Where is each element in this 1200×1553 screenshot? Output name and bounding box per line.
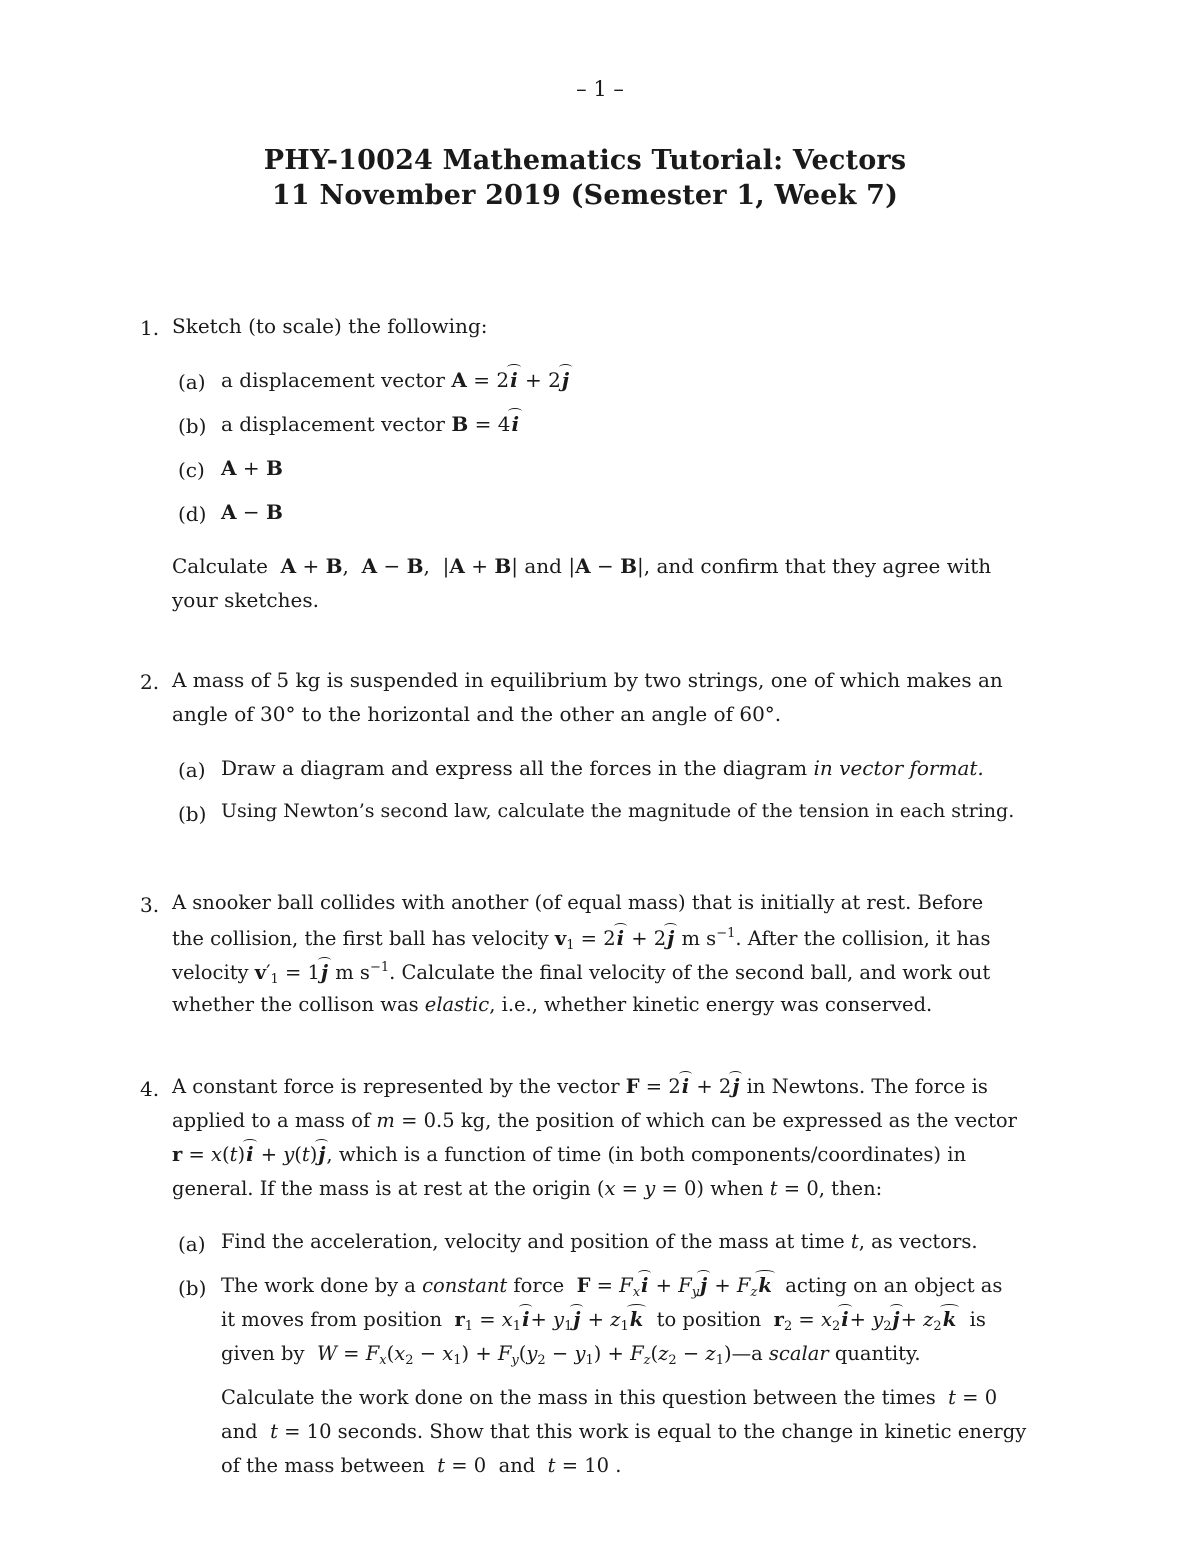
q1-calculate-line: Calculate A + B, A − B, |A + B| and |A − B|, and confirm that they agree with	[172, 554, 992, 578]
question-1-number: 1.	[140, 316, 160, 340]
question-1-text: Sketch (to scale) the following:	[172, 314, 488, 338]
q2-line-2: angle of 30° to the horizontal and the other an angle of 60°.	[172, 702, 782, 726]
q2-a-item: Draw a diagram and express all the forces in the diagram in vector format.	[221, 756, 984, 780]
document-title: PHY-10024 Mathematics Tutorial: Vectors	[263, 145, 907, 176]
q1-calculate-line-2: your sketches.	[172, 588, 319, 612]
q4-line-3: r = x(t)i + y(t)j, which is a function of time (in both components/coordinates) in	[172, 1143, 967, 1166]
q4-line-4: general. If the mass is at rest at the origin (x = y = 0) when t = 0, then:	[172, 1177, 883, 1200]
q4-b-line-1: The work done by a constant force $F = F_xi + F_yj + F_zk$ acting on an object as	[221, 1274, 1003, 1300]
q4-b-line-2: it moves from position $r_1 = x_1i+ y_1j + z_1k$ to position $r_2 = x_2i+ y_2j+ z_2k$ is	[221, 1308, 986, 1334]
q3-line-4: whether the collison was elastic, i.e., whether kinetic energy was conserved.	[172, 993, 933, 1016]
q4-calc-line-1: Calculate the work done on the mass in this question between the times t = 0	[221, 1386, 998, 1409]
question-2-number: 2.	[140, 670, 160, 694]
document-date-line: 11 November 2019 (Semester 1, Week 7)	[271, 180, 899, 211]
page-number: – 1 –	[576, 77, 624, 101]
q1-d-item: A − B	[221, 500, 283, 524]
q3-line-2: the collision, the first ball has velocity $v_1 = 2i + 2j$ m $s^{-1}$. After the collision, it has	[172, 926, 991, 953]
q1-b-item: a displacement vector B = 4i	[221, 412, 520, 436]
q2-line-1: A mass of 5 kg is suspended in equilibrium by two strings, one of which makes an	[172, 668, 1003, 692]
q1-c-item: A + B	[221, 456, 283, 480]
q4-a-label: (a)	[178, 1232, 206, 1256]
q1-b-label: (b)	[178, 414, 207, 438]
question-4-number: 4.	[140, 1077, 160, 1101]
question-3-number: 3.	[140, 893, 160, 917]
q1-a-item: a displacement vector A = 2i + 2j	[221, 368, 570, 392]
q1-d-label: (d)	[178, 502, 207, 526]
q4-calc-line-3: of the mass between t = 0 and t = 10 .	[221, 1454, 622, 1477]
q4-b-line-3: given by $W = F_x(x_2 - x_1) + F_y(y_2 - y_1) + F_z(z_2$ − $z_1)—a$ scalar quantity.	[221, 1342, 921, 1368]
q4-a-item: Find the acceleration, velocity and position of the mass at time t, as vectors.	[221, 1230, 978, 1253]
q4-line-2: applied to a mass of m = 0.5 kg, the position of which can be expressed as the vector	[172, 1109, 1017, 1132]
q2-a-label: (a)	[178, 758, 206, 782]
q2-b-label: (b)	[178, 802, 207, 826]
q1-c-label: (c)	[178, 458, 205, 482]
q4-calc-line-2: and t = 10 seconds. Show that this work is equal to the change in kinetic energy	[221, 1420, 1027, 1443]
q2-b-item: Using Newton’s second law, calculate the magnitude of the tension in each string.	[221, 800, 1015, 822]
q3-line-1: A snooker ball collides with another (of equal mass) that is initially at rest. Before	[172, 891, 984, 914]
q4-line-1: A constant force is represented by the vector F = 2i + 2j in Newtons. The force is	[172, 1075, 988, 1098]
q1-a-label: (a)	[178, 370, 206, 394]
q3-line-3: velocity $v'_1 = 1j$ m $s^{-1}$. Calculate the final velocity of the second ball, and work out	[172, 960, 991, 987]
q4-b-label: (b)	[178, 1276, 207, 1300]
